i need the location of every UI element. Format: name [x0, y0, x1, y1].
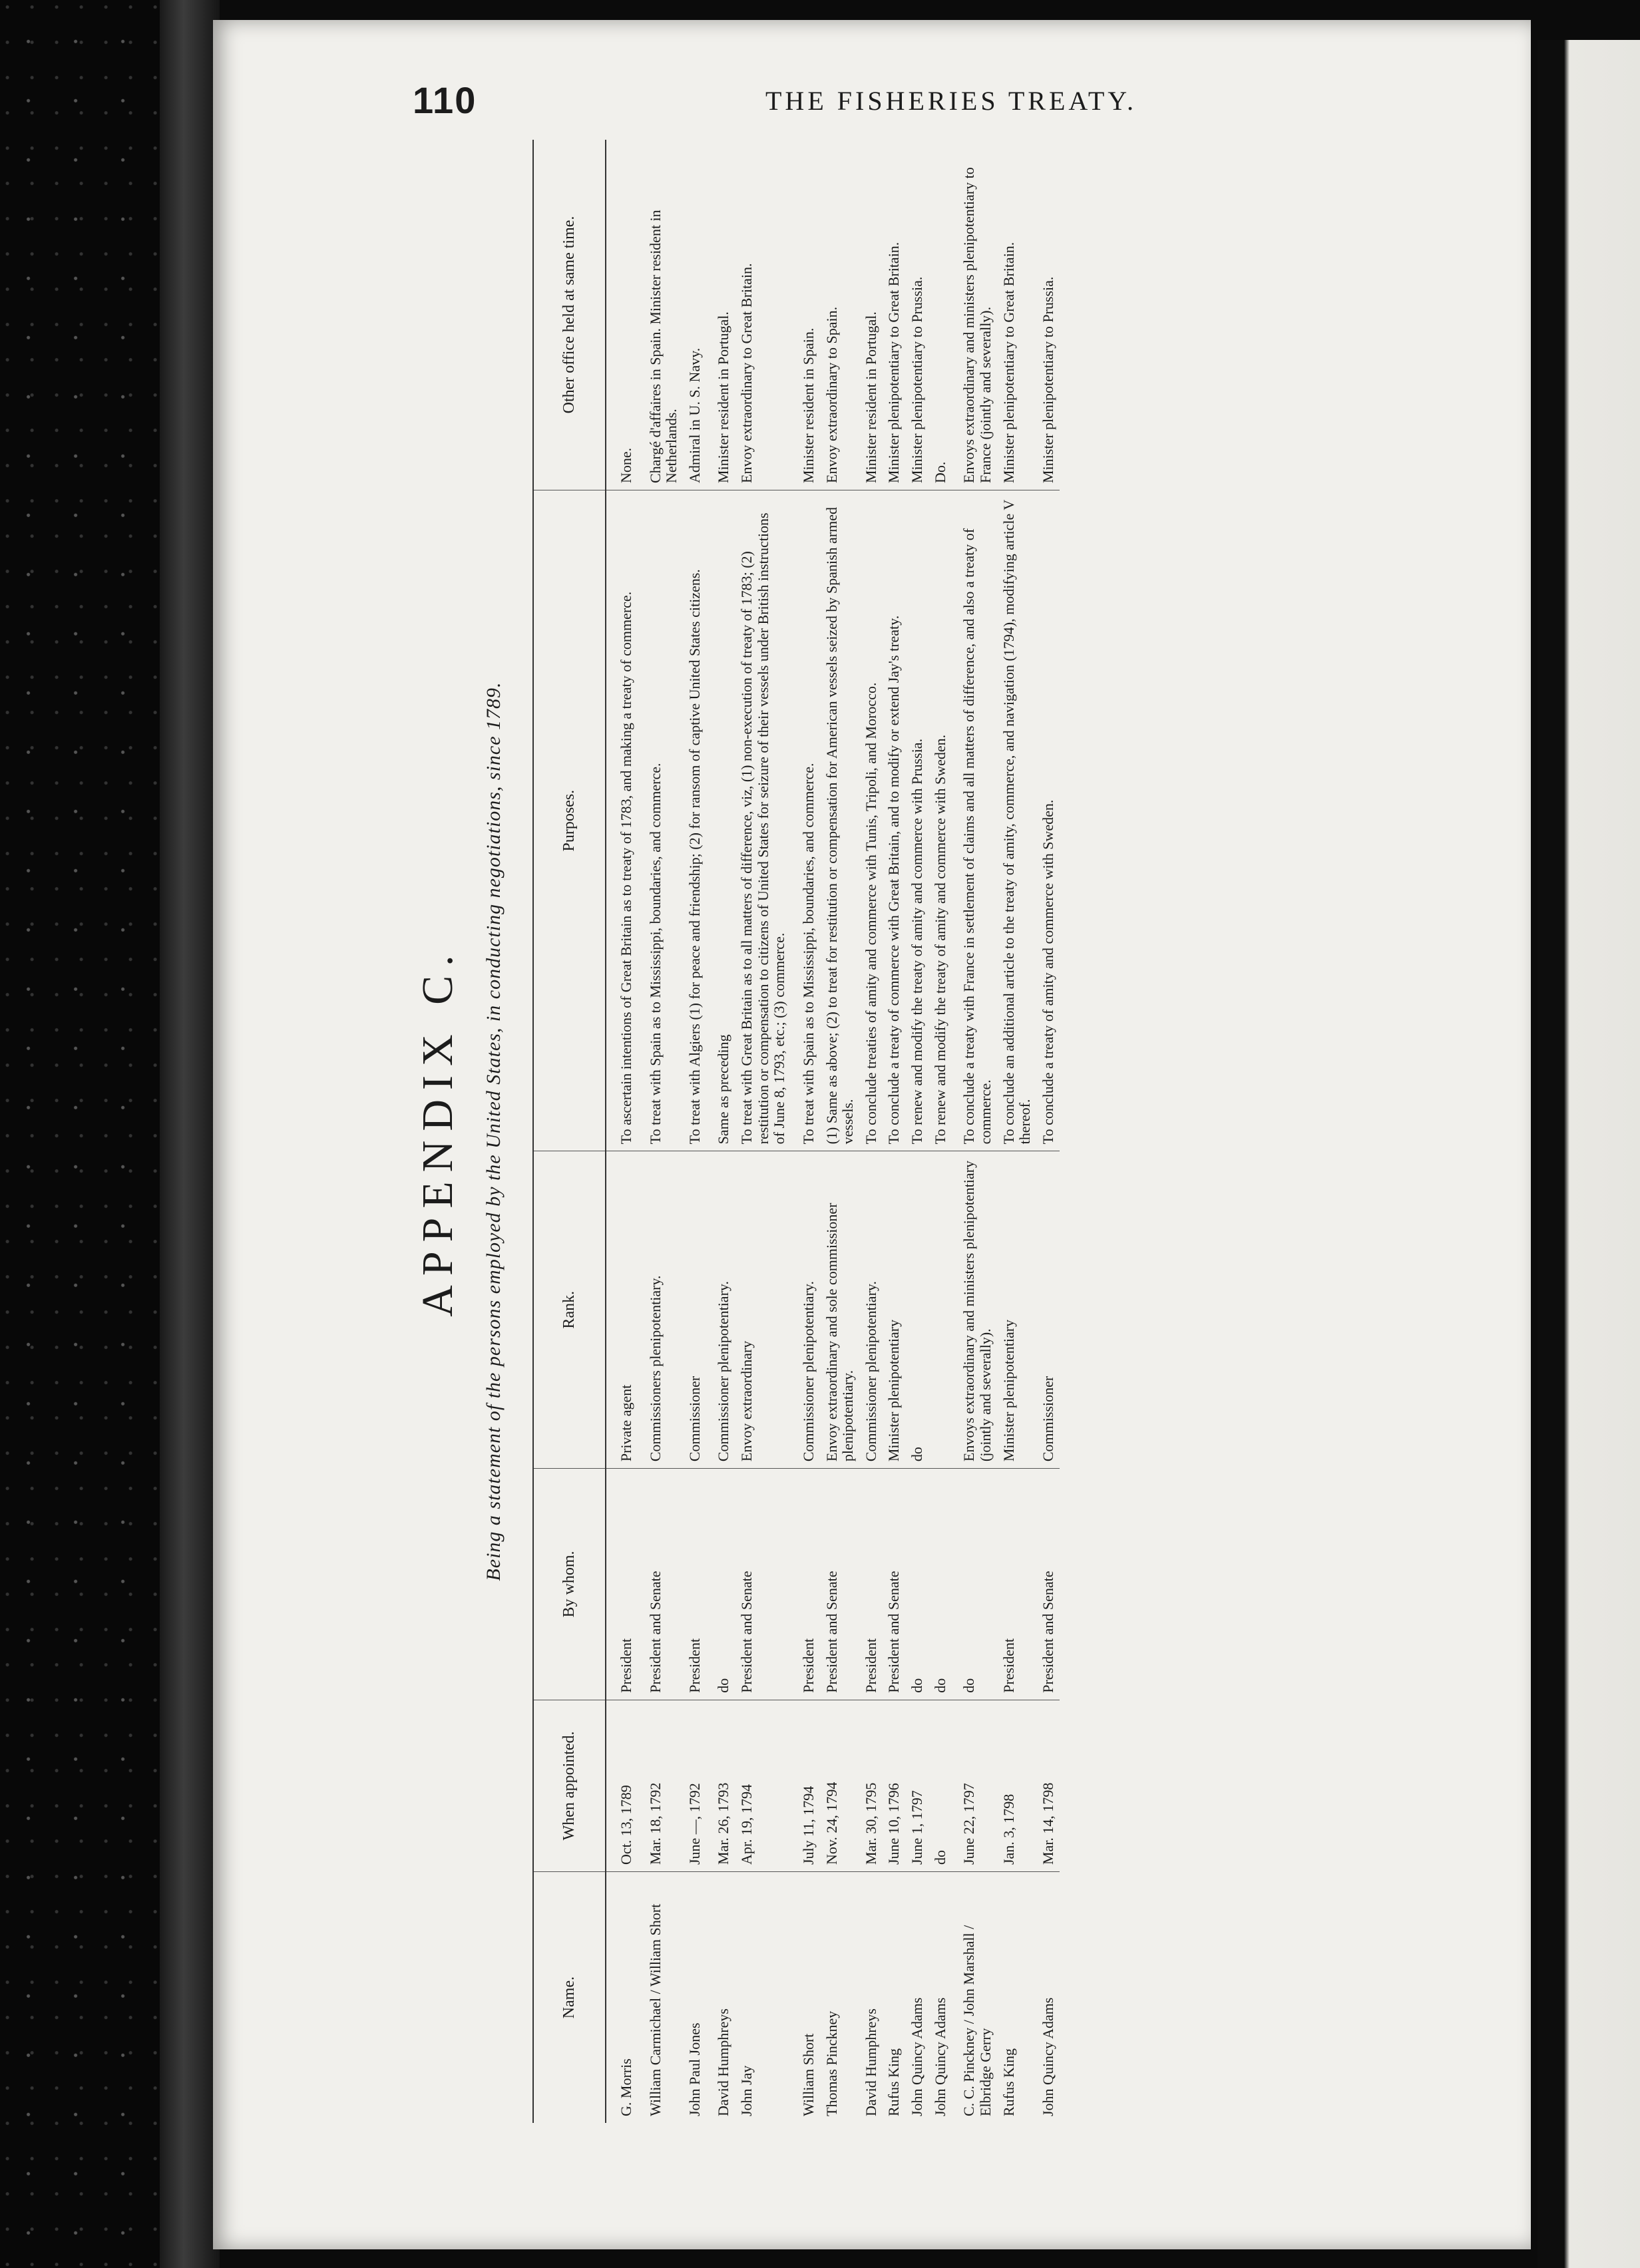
- rotated-appendix-content: [399, 113, 1518, 2150]
- cell-rank: Envoy extraordinary and sole commissioner plenipotentiary.: [821, 1151, 860, 1469]
- table-header-row: [533, 140, 606, 2123]
- cell-when: Mar. 26, 1793: [706, 1700, 735, 1871]
- cell-rank: Commissioner plenipotentiary.: [706, 1151, 735, 1469]
- cell-whom: President and Senate: [638, 1469, 684, 1700]
- cell-other-office: Minister resident in Portugal.: [860, 140, 883, 490]
- cell-when: Jan. 3, 1798: [998, 1700, 1037, 1871]
- cell-name: G. Morris: [617, 2058, 634, 2116]
- cell-other-office: Admiral in U. S. Navy.: [684, 140, 707, 490]
- cell-whom: President: [684, 1469, 707, 1700]
- table-row: [952, 140, 997, 2123]
- cell-name: John Quincy Adams: [1039, 1997, 1056, 2116]
- cell-purpose: (1) Same as above; (2) to treat for restitution or compensation for American vessels seized by Spanish armed vessels.: [821, 490, 860, 1151]
- cell-name: Thomas Pinckney: [823, 2010, 840, 2116]
- cell-name: C. C. Pinckney / John Marshall / Elbridge Gerry: [960, 1925, 994, 2116]
- table-row: [791, 140, 821, 2123]
- cell-purpose: To renew and modify the treaty of amity and commerce with Sweden.: [929, 490, 952, 1151]
- cell-purpose: To treat with Spain as to Mississippi, boundaries, and commerce.: [638, 490, 684, 1151]
- cell-rank: Minister plenipotentiary: [998, 1151, 1037, 1469]
- table-row: [706, 140, 735, 2123]
- cell-rank: Envoys extraordinary and ministers plenipotentiary (jointly and severally).: [952, 1151, 997, 1469]
- cell-purpose: To treat with Algiers (1) for peace and friendship; (2) for ransom of captive United States citizens.: [684, 490, 707, 1151]
- cell-purpose: To ascertain intentions of Great Britain as to treaty of 1783, and making a treaty of commerce.: [606, 490, 638, 1151]
- cell-purpose: To conclude an additional article to the treaty of amity, commerce, and navigation (1794), modifying article V thereof.: [998, 490, 1037, 1151]
- book-spine: [160, 0, 220, 2268]
- cell-other-office: Minister plenipotentiary to Great Britain.: [883, 140, 906, 490]
- cell-purpose: To conclude a treaty with France in settlement of claims and all matters of difference, and also a treaty of commerce.: [952, 490, 997, 1151]
- cell-when: June 1, 1797: [906, 1700, 929, 1871]
- cell-rank: Commissioner: [684, 1151, 707, 1469]
- cell-whom: President: [860, 1469, 883, 1700]
- cell-when: do: [929, 1700, 952, 1871]
- cell-other-office: Do.: [929, 140, 952, 490]
- cell-whom: President and Senate: [883, 1469, 906, 1700]
- cell-rank: Commissioner plenipotentiary.: [860, 1151, 883, 1469]
- appendix-subtitle: Being a statement of the persons employed by the United States, in conducting negotiations, since 1789.: [483, 681, 505, 1581]
- negotiators-table: [532, 140, 1060, 2123]
- cell-purpose: Same as preceding: [706, 490, 735, 1151]
- cell-other-office: Minister plenipotentiary to Prussia.: [906, 140, 929, 490]
- cell-when: June 10, 1796: [883, 1700, 906, 1871]
- cell-whom: President and Senate: [821, 1469, 860, 1700]
- cell-purpose: To treat with Great Britain as to all matters of difference, viz, (1) non-execution of treaty of 1783; (2) restitution or compensation to citizens of United States for seizure of their vessels under British instructions of June 8, 1793, etc.; (3) commerce.: [735, 490, 791, 1151]
- cell-name: David Humphreys: [715, 2008, 732, 2116]
- cell-when: June —, 1792: [684, 1700, 707, 1871]
- running-title: THE FISHERIES TREATY.: [765, 86, 1137, 116]
- table-body: [606, 140, 1060, 2123]
- cell-rank: Commissioner: [1037, 1151, 1060, 1469]
- table-row: [638, 140, 684, 2123]
- cell-purpose: To treat with Spain as to Mississippi, boundaries, and commerce.: [791, 490, 821, 1151]
- cell-name: William Short: [799, 2033, 817, 2116]
- cell-whom: do: [706, 1469, 735, 1700]
- cell-other-office: Minister plenipotentiary to Prussia.: [1037, 140, 1060, 490]
- cell-when: Mar. 18, 1792: [638, 1700, 684, 1871]
- cell-purpose: To conclude a treaty of amity and commerce with Sweden.: [1037, 490, 1060, 1151]
- cell-rank: Envoy extraordinary: [735, 1151, 791, 1469]
- cell-other-office: Envoy extraordinary to Spain.: [821, 140, 860, 490]
- cell-whom: President and Senate: [1037, 1469, 1060, 1700]
- cell-name: Rufus King: [885, 2048, 903, 2116]
- cell-other-office: Envoy extraordinary to Great Britain.: [735, 140, 791, 490]
- cell-name: John Paul Jones: [686, 2022, 703, 2116]
- cell-rank: Minister plenipotentiary: [883, 1151, 906, 1469]
- column-header-rank: Rank.: [533, 1151, 606, 1469]
- column-header-name: Name.: [533, 1872, 606, 2123]
- cell-whom: do: [906, 1469, 929, 1700]
- table-row: [606, 140, 638, 2123]
- table-row: [906, 140, 929, 2123]
- cell-other-office: Minister plenipotentiary to Great Britain.: [998, 140, 1037, 490]
- column-header-purposes: Purposes.: [533, 490, 606, 1151]
- cell-other-office: None.: [606, 140, 638, 490]
- cell-whom: President: [606, 1469, 638, 1700]
- table-row: [735, 140, 791, 2123]
- cell-whom: President and Senate: [735, 1469, 791, 1700]
- table-row: [883, 140, 906, 2123]
- cell-name: John Jay: [738, 2065, 755, 2116]
- cell-other-office: Envoys extraordinary and ministers plenipotentiary to France (jointly and severally).: [952, 140, 997, 490]
- cell-when: Apr. 19, 1794: [735, 1700, 791, 1871]
- next-page-edge: [1538, 40, 1640, 2268]
- scan-background-left: [0, 0, 173, 2268]
- cell-name: David Humphreys: [862, 2008, 879, 2116]
- cell-when: Oct. 13, 1789: [606, 1700, 638, 1871]
- cell-when: Nov. 24, 1794: [821, 1700, 860, 1871]
- table-row: [860, 140, 883, 2123]
- cell-whom: President: [998, 1469, 1037, 1700]
- cell-purpose: To renew and modify the treaty of amity and commerce with Prussia.: [906, 490, 929, 1151]
- cell-name: Rufus King: [1000, 2048, 1017, 2116]
- column-header-other-office: Other office held at same time.: [533, 140, 606, 490]
- cell-name: John Quincy Adams: [931, 1997, 948, 2116]
- page-number: 110: [413, 79, 477, 121]
- column-header-when: When appointed.: [533, 1700, 606, 1871]
- cell-when: Mar. 30, 1795: [860, 1700, 883, 1871]
- cell-rank: [929, 1151, 952, 1469]
- cell-whom: do: [952, 1469, 997, 1700]
- cell-whom: President: [791, 1469, 821, 1700]
- cell-rank: Commissioners plenipotentiary.: [638, 1151, 684, 1469]
- cell-when: June 22, 1797: [952, 1700, 997, 1871]
- table-row: [821, 140, 860, 2123]
- table-row: [684, 140, 707, 2123]
- cell-rank: Private agent: [606, 1151, 638, 1469]
- table-row: [1037, 140, 1060, 2123]
- column-header-whom: By whom.: [533, 1469, 606, 1700]
- cell-purpose: To conclude treaties of amity and commerce with Tunis, Tripoli, and Morocco.: [860, 490, 883, 1151]
- cell-other-office: Minister resident in Portugal.: [706, 140, 735, 490]
- cell-purpose: To conclude a treaty of commerce with Great Britain, and to modify or extend Jay's treaty.: [883, 490, 906, 1151]
- table-row: [929, 140, 952, 2123]
- cell-name: William Carmichael / William Short: [646, 1903, 664, 2116]
- cell-when: Mar. 14, 1798: [1037, 1700, 1060, 1871]
- cell-whom: do: [929, 1469, 952, 1700]
- cell-rank: Commissioner plenipotentiary.: [791, 1151, 821, 1469]
- table-row: [998, 140, 1037, 2123]
- cell-other-office: Minister resident in Spain.: [791, 140, 821, 490]
- cell-rank: do: [906, 1151, 929, 1469]
- cell-name: John Quincy Adams: [909, 1997, 925, 2116]
- appendix-title: APPENDIX C.: [413, 946, 462, 1317]
- cell-when: July 11, 1794: [791, 1700, 821, 1871]
- cell-other-office: Chargé d'affaires in Spain. Minister resident in Netherlands.: [638, 140, 684, 490]
